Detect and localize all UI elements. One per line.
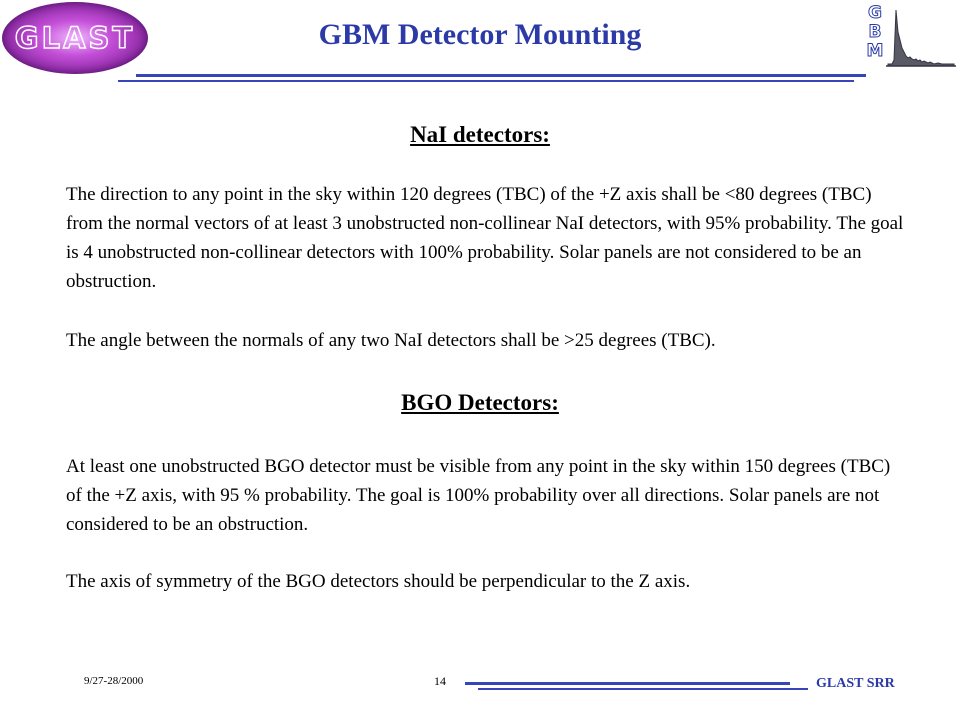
gbm-letter-b: B xyxy=(868,22,882,42)
footer-date: 9/27-28/2000 xyxy=(84,675,144,687)
nai-paragraph-2: The angle between the normals of any two NaI detectors shall be >25 degrees (TBC). xyxy=(66,330,716,351)
nai-paragraph-1: The direction to any point in the sky within 120 degrees (TBC) of the +Z axis shall be <80 degrees (TBC) from the normal vectors of at least 3 unobstructed non-collinear NaI detectors, with 95% probability. The goal is 4 unobstructed non-collinear detectors with 100% probability. Solar panels are not considered to be an obstruction. xyxy=(66,184,904,292)
header-rule-lower xyxy=(118,80,854,82)
bgo-section-heading: BGO Detectors: xyxy=(401,390,559,415)
gbm-letter-g: G xyxy=(868,3,882,23)
glast-logo xyxy=(2,2,148,74)
gbm-logo xyxy=(858,2,958,70)
page-number: 14 xyxy=(434,674,446,688)
bgo-paragraph-1: At least one unobstructed BGO detector must be visible from any point in the sky within 150 degrees (TBC) of the +Z axis, with 95 % probability. The goal is 100% probability over all directions. Solar panels are not considered to be an obstruction. xyxy=(66,456,891,535)
gbm-letters xyxy=(864,4,886,61)
footer-rule-lower xyxy=(478,688,808,690)
footer-org-label: GLAST SRR xyxy=(816,676,895,691)
glast-logo-text: GLAST xyxy=(14,21,136,55)
header-rule-upper xyxy=(136,74,866,77)
nai-section-heading: NaI detectors: xyxy=(410,122,550,147)
gbm-letter-m: M xyxy=(866,41,884,61)
slide-title: GBM Detector Mounting xyxy=(318,18,642,51)
bgo-paragraph-2: The axis of symmetry of the BGO detectors should be perpendicular to the Z axis. xyxy=(66,571,691,592)
footer-rule-upper xyxy=(465,682,790,685)
